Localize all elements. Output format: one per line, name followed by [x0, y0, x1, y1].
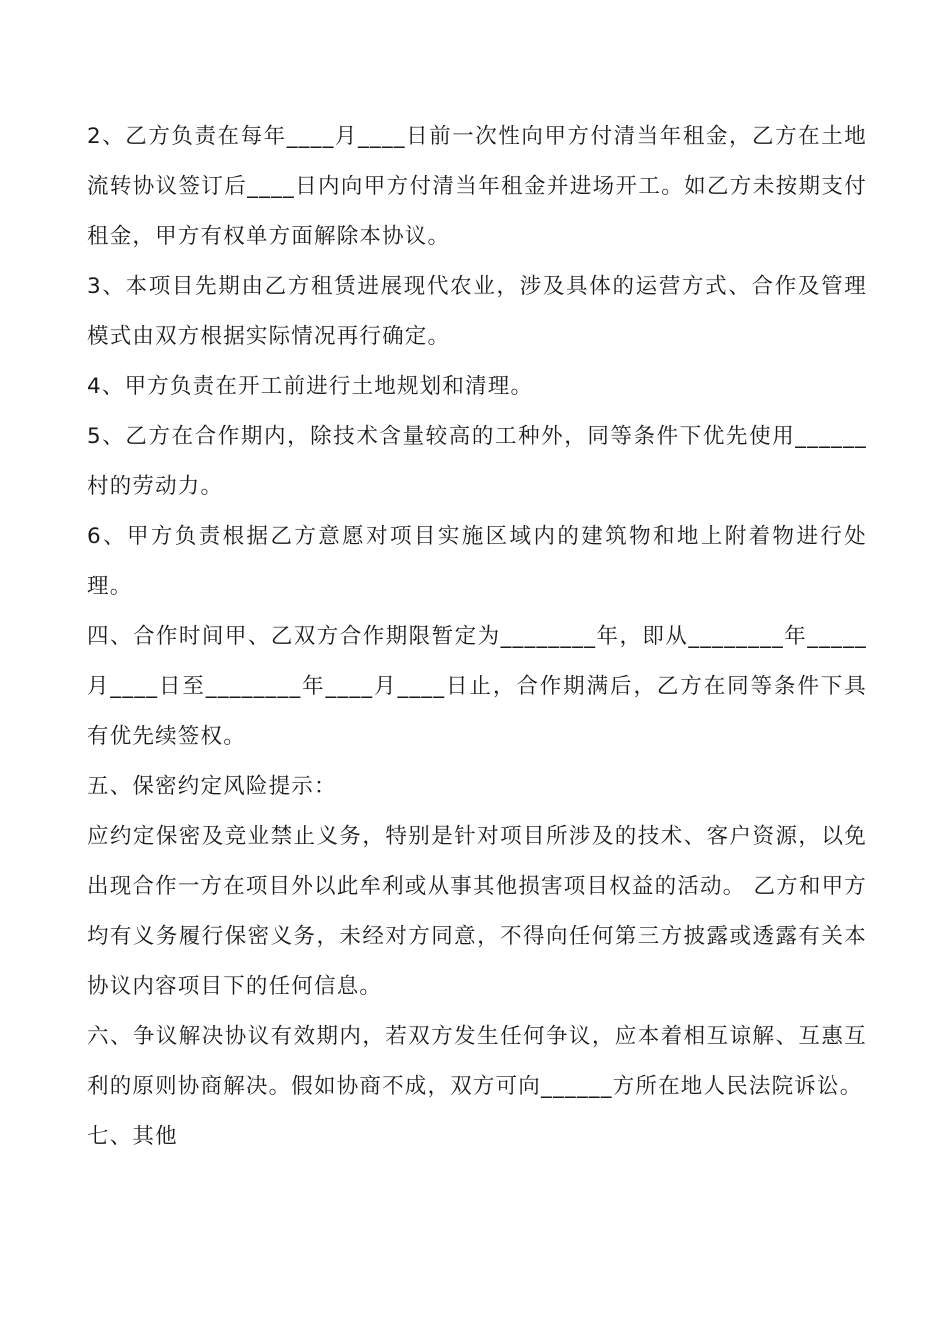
- clause-4-land-planning: 4、甲方负责在开工前进行土地规划和清理。: [87, 374, 534, 399]
- section-6-dispute-resolution: 六、争议解决协议有效期内，若双方发生任何争议，应本着相互谅解、互惠互利的原则协商解决。假如协商不成，双方可向______方所在地人民法院诉讼。: [87, 1024, 867, 1099]
- section-5-heading: 五、保密约定风险提示：: [87, 774, 337, 799]
- clause-3-operation-mode: 3、本项目先期由乙方租赁进展现代农业，涉及具体的运营方式、合作及管理模式由双方根据实际情况再行确定。: [87, 274, 867, 349]
- clause-6-buildings: 6、甲方负责根据乙方意愿对项目实施区域内的建筑物和地上附着物进行处理。: [87, 524, 867, 599]
- section-7-heading: 七、其他: [87, 1124, 178, 1149]
- document-body: [87, 112, 867, 1162]
- section-5-confidentiality: 应约定保密及竞业禁止义务，特别是针对项目所涉及的技术、客户资源，以免出现合作一方在项目外以此牟利或从事其他损害项目权益的活动。 乙方和甲方均有义务履行保密义务，未经对方同意，不得向任何第三方披露或透露有关本协议内容项目下的任何信息。: [87, 824, 867, 999]
- section-4-cooperation-term: 四、合作时间甲、乙双方合作期限暂定为________年，即从________年_____月____日至________年____月____日止，合作期满后，乙方在同等条件下具有优先续签权。: [87, 624, 867, 749]
- clause-5-local-labor: 5、乙方在合作期内，除技术含量较高的工种外，同等条件下优先使用______村的劳动力。: [87, 424, 867, 499]
- clause-2-rent-payment: 2、乙方负责在每年____月____日前一次性向甲方付清当年租金，乙方在土地流转协议签订后____日内向甲方付清当年租金并进场开工。如乙方未按期支付租金，甲方有权单方面解除本协议。: [87, 124, 867, 249]
